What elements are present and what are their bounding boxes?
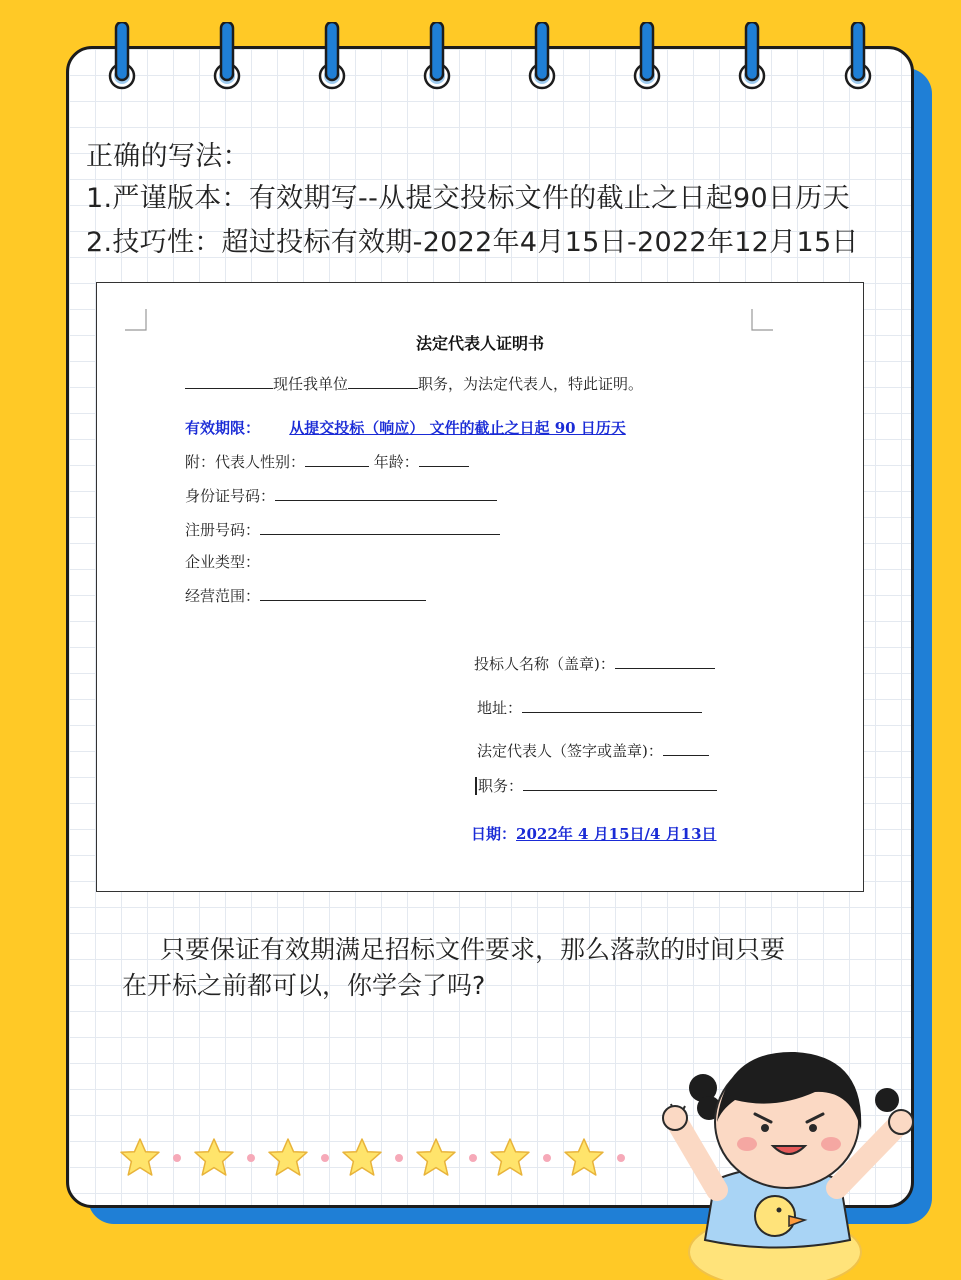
attach-gender-label: 附：代表人性别： — [185, 453, 306, 471]
legal-rep-certificate-screenshot — [96, 282, 864, 892]
margin-corner-icon — [125, 309, 149, 333]
heading-tip-version: 2.技巧性：超过投标有效期-2022年4月15日-2022年12月15日 — [86, 227, 859, 258]
dot-icon — [543, 1154, 551, 1162]
legal-rep-label: 法定代表人（签字或盖章)： — [477, 742, 663, 760]
dot-icon — [247, 1154, 255, 1162]
heading-correct-method: 正确的写法： — [86, 141, 250, 172]
dot-icon — [173, 1154, 181, 1162]
job-title-label: 职务： — [478, 777, 524, 795]
binder-ring-icon — [317, 22, 347, 94]
star-icon — [565, 1139, 603, 1175]
binder-ring-icon — [632, 22, 662, 94]
bidder-name-line — [474, 653, 715, 674]
binder-ring-icon — [422, 22, 452, 94]
star-icon — [121, 1139, 159, 1175]
star-garland-decoration — [118, 1128, 638, 1188]
address-label: 地址： — [477, 699, 523, 717]
date-line — [471, 823, 717, 844]
dot-icon — [395, 1154, 403, 1162]
binder-ring-icon — [107, 22, 137, 94]
registration-line — [185, 519, 500, 540]
heading-strict-version: 1.严谨版本：有效期写--从提交投标文件的截止之日起90日历天 — [86, 183, 850, 214]
gender-blank — [305, 452, 369, 467]
legal-rep-blank — [663, 741, 709, 756]
registration-blank — [260, 520, 500, 535]
binder-ring-icon — [843, 22, 873, 94]
enterprise-type-label: 企业类型： — [185, 553, 261, 571]
position-blank — [348, 374, 418, 389]
star-icon — [195, 1139, 233, 1175]
bidder-name-blank — [615, 654, 715, 669]
dot-icon — [469, 1154, 477, 1162]
star-icon — [343, 1139, 381, 1175]
appointment-text-b: 职务，为法定代表人，特此证明。 — [418, 375, 644, 393]
dot-icon — [321, 1154, 329, 1162]
closing-line-2: 在开标之前都可以，你学会了吗? — [122, 971, 486, 1000]
bidder-name-label: 投标人名称（盖章)： — [474, 655, 615, 673]
star-icon — [269, 1139, 307, 1175]
job-title-blank — [523, 776, 717, 791]
closing-line-1: 只要保证有效期满足招标文件要求，那么落款的时间只要 — [160, 935, 786, 964]
validity-value: 从提交投标（响应） 文件的截止之日起 90 日历天 — [289, 419, 626, 437]
address-blank — [522, 698, 702, 713]
document-title: 法定代表人证明书 — [415, 334, 544, 353]
validity-line — [185, 417, 668, 438]
age-label: 年龄： — [373, 453, 419, 471]
id-number-blank — [275, 486, 497, 501]
appointment-text-a: 现任我单位 — [273, 375, 349, 393]
id-number-label: 身份证号码： — [185, 487, 276, 505]
dot-icon — [617, 1154, 625, 1162]
date-label: 日期： — [471, 825, 517, 843]
star-icon — [417, 1139, 455, 1175]
validity-label: 有效期限： — [185, 419, 261, 437]
binder-ring-icon — [212, 22, 242, 94]
address-line — [477, 697, 702, 718]
name-blank — [185, 374, 273, 389]
job-title-line — [475, 775, 717, 796]
id-number-line — [185, 485, 497, 506]
closing-paragraph — [122, 932, 882, 1004]
cheering-girl-illustration — [655, 1030, 955, 1280]
legal-rep-signature-line — [477, 740, 709, 761]
registration-label: 注册号码： — [185, 521, 261, 539]
date-value: 2022年 4 月15日/4 月13日 — [516, 825, 717, 843]
gender-age-line — [185, 451, 469, 472]
binder-ring-icon — [527, 22, 557, 94]
enterprise-type-line — [185, 551, 260, 572]
business-scope-line — [185, 585, 426, 606]
star-icon — [491, 1139, 529, 1175]
appointment-line — [185, 373, 643, 394]
text-cursor — [475, 777, 477, 795]
business-scope-label: 经营范围： — [185, 587, 261, 605]
business-scope-blank — [260, 586, 426, 601]
binder-ring-icon — [737, 22, 767, 94]
margin-corner-icon — [749, 309, 773, 333]
age-blank — [419, 452, 469, 467]
